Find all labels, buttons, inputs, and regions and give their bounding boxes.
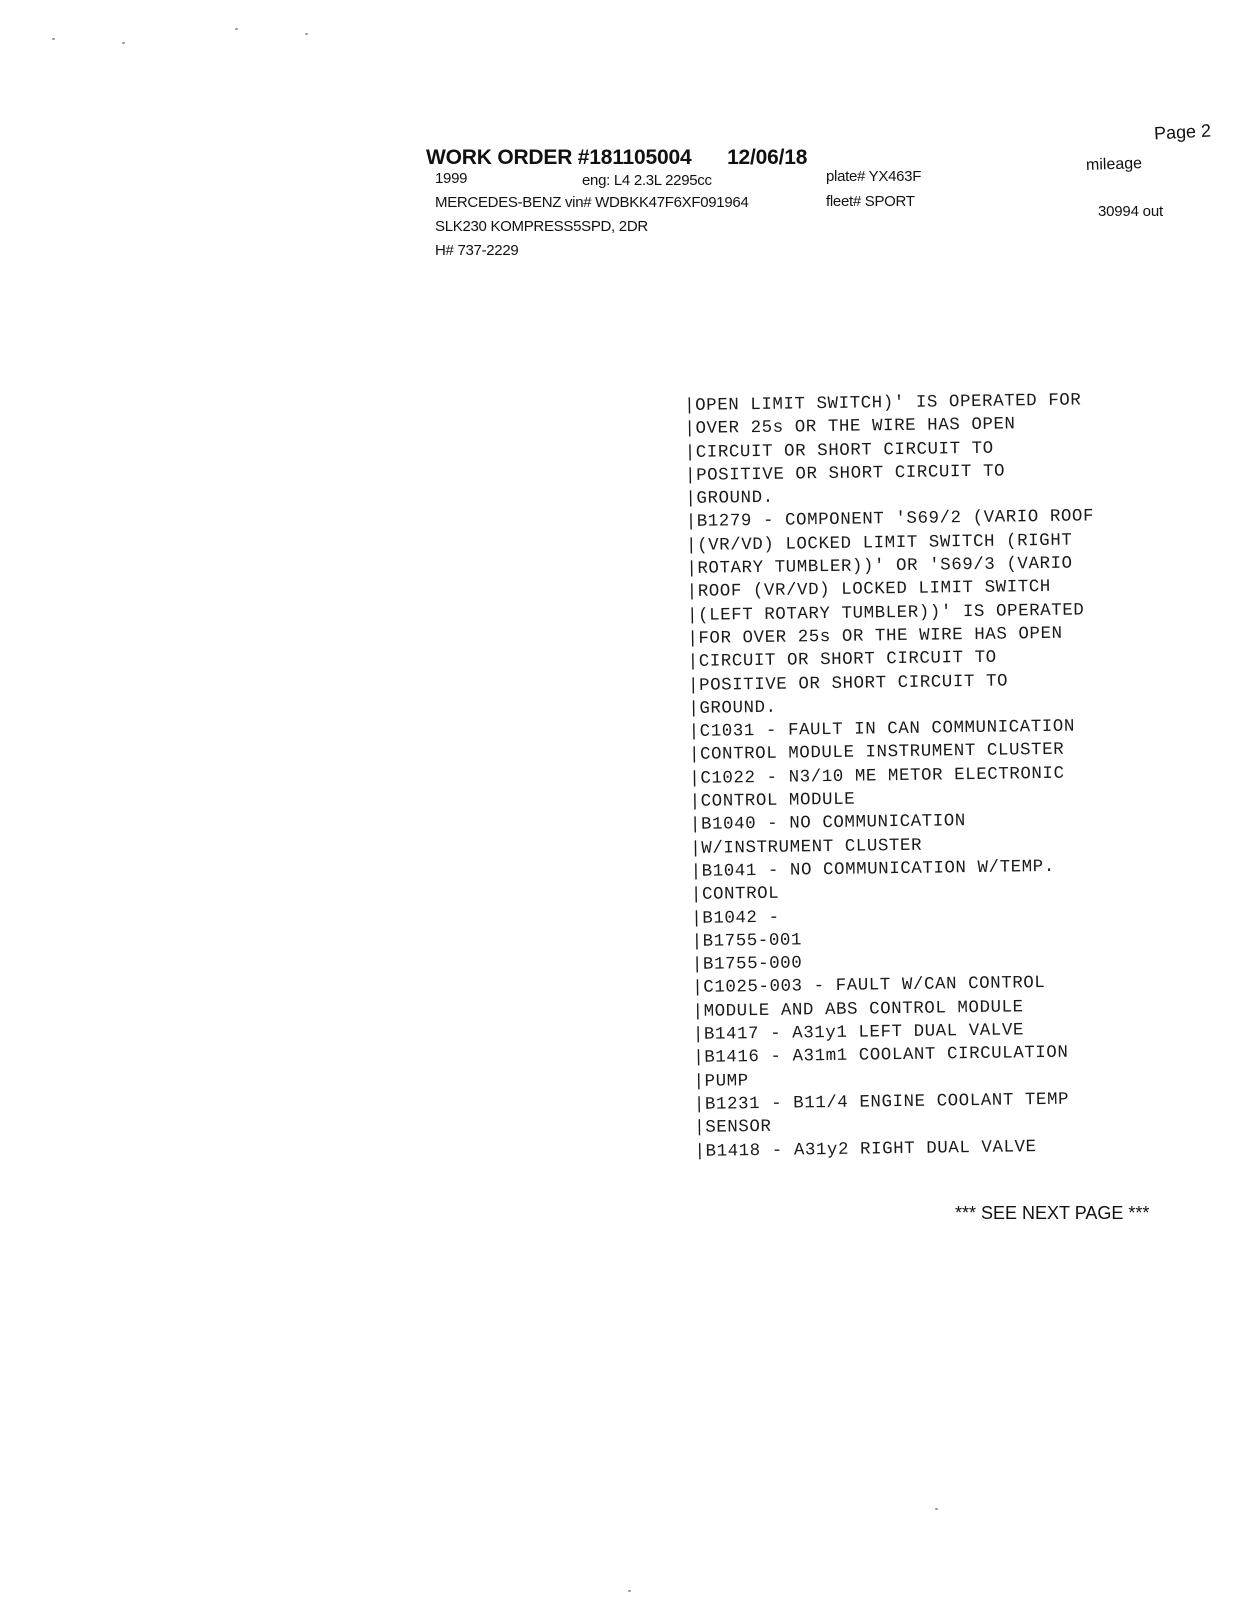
note-line: |PUMP (693, 1071, 749, 1092)
scan-speck (935, 1508, 938, 1510)
note-line: |CONTROL (690, 884, 780, 906)
work-order-date: 12/06/18 (727, 146, 808, 169)
note-line: |ROOF (VR/VD) LOCKED LIMIT SWITCH (686, 578, 1052, 603)
fault-code-notes (684, 388, 1215, 1164)
note-line: |MODULE AND ABS CONTROL MODULE (692, 998, 1024, 1022)
note-line: |CONTROL MODULE (689, 790, 856, 813)
note-line: |B1755-000 (691, 954, 803, 976)
customer-phone: H# 737-2229 (435, 242, 519, 259)
note-line: |OVER 25s OR THE WIRE HAS OPEN (684, 415, 1016, 440)
work-order-number: WORK ORDER #181105004 (426, 146, 692, 169)
work-order-title (426, 146, 807, 170)
mileage-label: mileage (1085, 155, 1143, 174)
scan-speck (235, 28, 238, 30)
note-line: |B1231 - B11/4 ENGINE COOLANT TEMP (693, 1090, 1070, 1115)
mileage-out: 30994 out (1098, 203, 1163, 220)
note-line: |B1040 - NO COMMUNICATION (689, 812, 967, 836)
note-line: |CIRCUIT OR SHORT CIRCUIT TO (687, 648, 997, 673)
note-line: |ROTARY TUMBLER))' OR 'S69/3 (VARIO (686, 554, 1073, 580)
fleet-code: fleet# SPORT (826, 193, 915, 210)
page-number: Page 2 (1153, 120, 1212, 144)
see-next-page-notice: *** SEE NEXT PAGE *** (955, 1203, 1150, 1223)
note-line: |B1279 - COMPONENT 'S69/2 (VARIO ROOF (685, 507, 1095, 533)
note-line: |GROUND. (688, 698, 777, 719)
note-line: |W/INSTRUMENT CLUSTER (690, 836, 923, 859)
note-line: |C1025-003 - FAULT W/CAN CONTROL (692, 974, 1046, 999)
vehicle-make-vin: MERCEDES-BENZ vin# WDBKK47F6XF091964 (435, 194, 749, 211)
note-line: |OPEN LIMIT SWITCH)' IS OPERATED FOR (684, 391, 1082, 416)
vehicle-year: 1999 (435, 170, 468, 187)
note-line: |C1031 - FAULT IN CAN COMMUNICATION (688, 717, 1076, 743)
note-line: |FOR OVER 25s OR THE WIRE HAS OPEN (687, 624, 1063, 649)
note-line: |POSITIVE OR SHORT CIRCUIT TO (687, 672, 1009, 696)
note-line: |B1041 - NO COMMUNICATION W/TEMP. (690, 857, 1055, 882)
scan-speck (305, 33, 308, 35)
note-line: |B1416 - A31m1 COOLANT CIRCULATION (693, 1044, 1069, 1069)
vehicle-model: SLK230 KOMPRESS5SPD, 2DR (435, 218, 648, 235)
scan-speck (52, 38, 55, 40)
note-line: |GROUND. (685, 488, 774, 510)
note-line: |C1022 - N3/10 ME METOR ELECTRONIC (689, 764, 1065, 789)
note-line: |POSITIVE OR SHORT CIRCUIT TO (685, 462, 1006, 486)
engine-spec: eng: L4 2.3L 2295cc (582, 172, 712, 189)
note-line: |B1418 - A31y2 RIGHT DUAL VALVE (694, 1137, 1037, 1162)
note-line: |(VR/VD) LOCKED LIMIT SWITCH (RIGHT (685, 531, 1073, 556)
note-line: |CIRCUIT OR SHORT CIRCUIT TO (684, 439, 994, 463)
note-line: |(LEFT ROTARY TUMBLER))' IS OPERATED (686, 601, 1085, 626)
note-line: |B1417 - A31y1 LEFT DUAL VALVE (692, 1021, 1025, 1045)
scan-speck (122, 42, 125, 44)
scan-speck (628, 1590, 631, 1592)
note-line: |B1755-001 (691, 931, 803, 952)
plate-number: plate# YX463F (826, 168, 922, 185)
note-line: |B1042 - (691, 908, 780, 929)
note-line: |SENSOR (694, 1118, 772, 1139)
note-line: |CONTROL MODULE INSTRUMENT CLUSTER (688, 741, 1065, 766)
